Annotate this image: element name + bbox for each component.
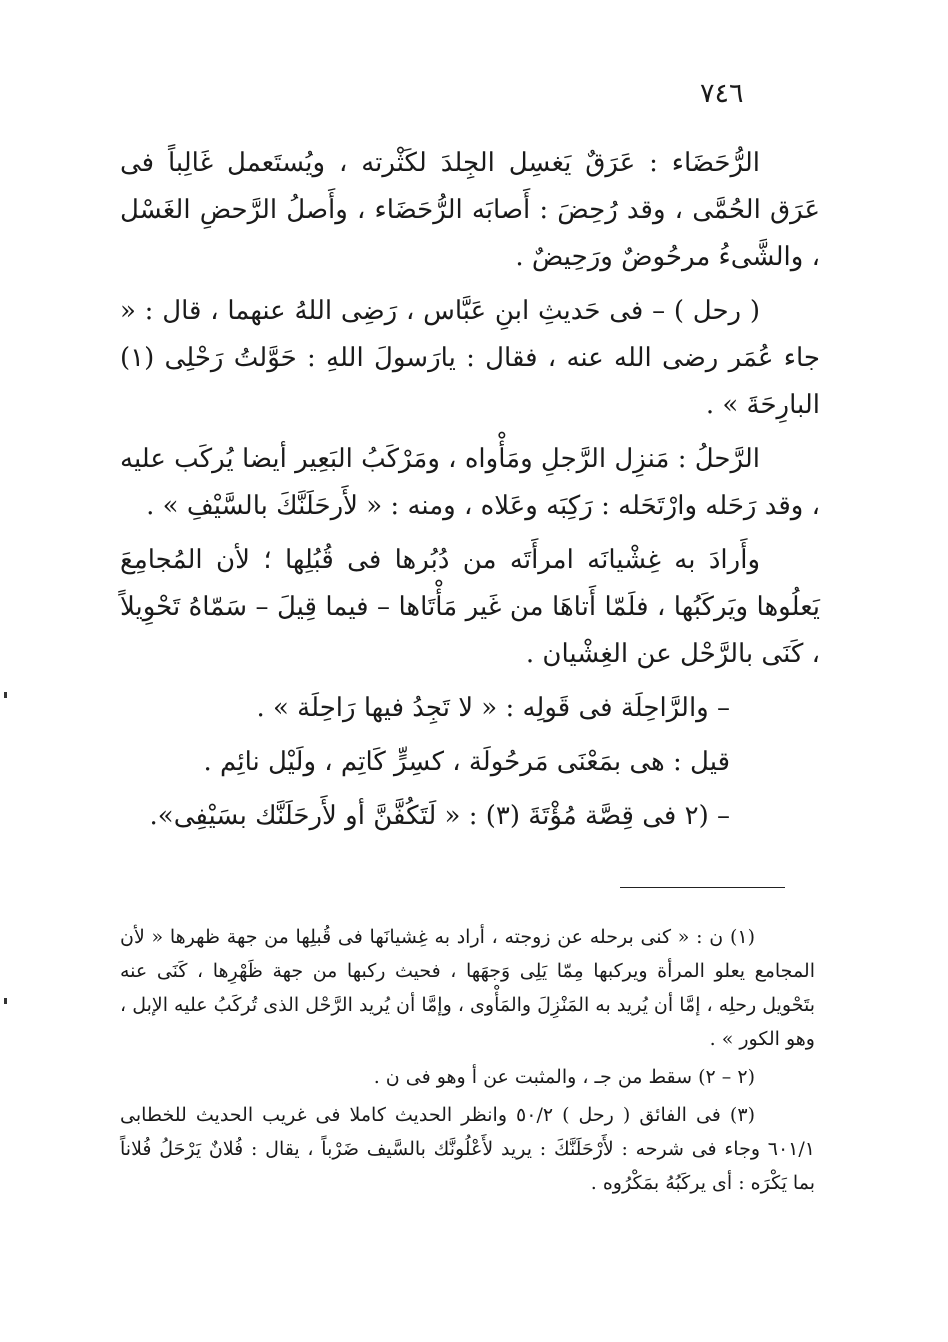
footnote-separator <box>620 887 785 888</box>
footnote-3: (٣) فى الفائق ( رحل ) ٥٠/٢ وانظر الحديث كاملا فى غريب الحديث للخطابى ٦٠١/١ وجاء فى شرحه : لأَرْحَلَنَّكَ : يريد لأَعْلُونَّك بالسَّيف ضَرْباً ، يقال : فُلانٌ يَرْحَلُ فُلاناً بما يَكْرَه : أى يركَبُهُ بمَكْرُوه . <box>120 1104 815 1194</box>
paragraph-rahl-definition: الرَّحلُ : مَنزِل الرَّجلِ ومَأْواه ، ومَرْكَبُ البَعِير أيضا يُركَب عليه ، وقد رَحَله وارْتَحَله : رَكِبَه وعَلاه ، ومنه : « لأَرحَلَنَّكَ بالسَّيْفِ » . <box>120 444 820 521</box>
paragraph-rahl-meaning: وأَرادَ به غِشْيانَه امرأَتَه من دُبُرها فى قُبُلِها ؛ لأن المُجامِعَ يَعلُوها ويَركَبُها ، فلَمّا أَتاهَا من غَير مَأْتَاها – فيما قِيلَ – سَمّاهُ تَحْوِيلاً ، كَنَى بالرَّحْل عن الغِشْيان . <box>120 545 820 669</box>
paragraph-muta: – (٢ فى قِصَّة مُؤْتَةَ (٣) : « لَتَكُفَّنَّ أو لأَرحَلَنَّك بسَيْفِى». <box>149 801 730 831</box>
scan-speck <box>4 998 7 1004</box>
footnote-2: (٢ – ٢) سقط من جـ ، والمثبت عن أ وهو فى ن . <box>373 1066 755 1088</box>
paragraph-rahl-hadith: ( رحل ) – فى حَديثِ ابنِ عَبَّاس ، رَضِى اللهُ عنهما ، قال : « جاء عُمَر رضى الله عنه ، فقال : يارَسولَ اللهِ : حَوَّلتُ رَحْلِى (١) البارِحَةَ » . <box>120 296 820 420</box>
scan-speck <box>4 692 7 698</box>
paragraph-marhula: قيل : هى بمَعْنَى مَرحُولَة ، كسِرٍّ كَاتِم ، ولَيْل نائِم . <box>203 747 730 777</box>
page-number: ٧٤٦ <box>700 78 744 109</box>
paragraph-ruhada: الرُّحَضَاء : عَرَقٌ يَغسِل الجِلدَ لكَثْرته ، ويُستَعمل غَالِباً فى عَرَق الحُمَّى ، وقد رُحِضَ : أَصابَه الرُّحَضَاء ، وأَصلُ الرَّحضِ الغَسْل ، والشَّىءُ مرحُوضٌ ورَحِيضٌ . <box>120 148 820 272</box>
paragraph-rahila: – والرَّاحِلَة فى قَولِه : « لا تَجِدُ فيها رَاحِلَة » . <box>256 693 730 723</box>
footnote-1: (١) ن : « كنى برحله عن زوجته ، أراد به غِشيانَها فى قُبلِها من جهة ظهرها « لأن المجامع يعلو المرأة ويركبها مِمّا يَلِى وَجهَها ، فحيث ركبها من جهة ظَهْرِها ، كَنَى عنه بتَحْويل رحلِه ، إمَّا أن يُريد به المَنْزِلَ والمَأْوى ، وإمَّا أن يُريد الرَّحْل الذى تُركَبُ عليه الإبل ، وهو الكور » . <box>120 926 815 1050</box>
main-text <box>120 140 820 847</box>
footnotes <box>120 920 815 1204</box>
